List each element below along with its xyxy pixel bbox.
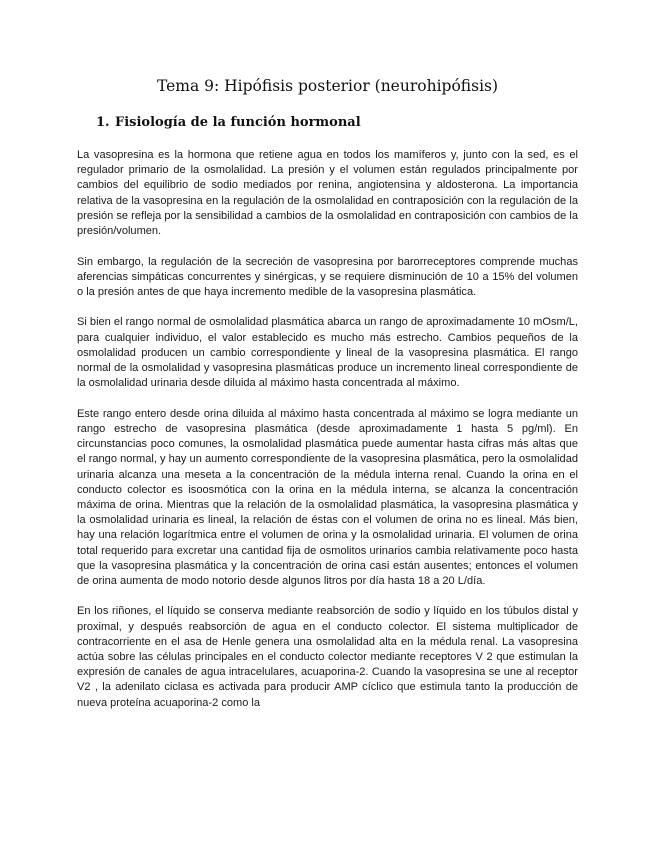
document-title: Tema 9: Hipófisis posterior (neurohipófisis) xyxy=(156,77,499,95)
section-heading xyxy=(96,115,361,130)
paragraph: Este rango entero desde orina diluida al máximo hasta concentrada al máximo se logra mediante un rango estrecho de vasopresina plasmática (desde aproximadamente 1 hasta 5 pg/ml). En circunstancias poco comunes, la osmolalidad plasmática puede aumentar hasta cifras más altas que el rango normal, y hay un aumento correspondiente de la vasopresina plasmática, pero la osmolalidad urinaria alcanza una meseta a la concentración de la médula interna renal. Cuando la orina en el conducto colector es isoosmótica con la orina en la médula interna, se alcanza la concentración máxima de orina. Mientras que la relación de la osmolalidad plasmática, la vasopresina plasmática y la osmolalidad urinaria es lineal, la relación de éstas con el volumen de orina no es lineal. Más bien, hay una relación logarítmica entre el volumen de orina y la osmolalidad urinaria. El volumen de orina total requerido para excretar una cantidad fija de osmolitos urinarios cambia relativamente poco hasta que la vasopresina plasmática y la concentración de orina casi están ausentes; entonces el volumen de orina aumenta de modo notorio desde algunos litros por día hasta 18 a 20 L/día. xyxy=(77,407,578,587)
paragraph: Sin embargo, la regulación de la secreción de vasopresina por barorreceptores comprende muchas aferencias simpáticas concurrentes y sinérgicas, y se requiere disminución de 10 a 15% del volumen o la presión antes de que haya incremento medible de la vasopresina plasmática. xyxy=(77,255,578,298)
section-number: 1. xyxy=(96,115,110,130)
body-text xyxy=(77,148,578,726)
section-heading-text: Fisiología de la función hormonal xyxy=(115,115,361,130)
paragraph: En los riñones, el líquido se conserva mediante reabsorción de sodio y líquido en los túbulos distal y proximal, y después reabsorción de agua en el conducto colector. El sistema multiplicador de contracorriente en el asa de Henle genera una osmolalidad alta en la médula renal. La vasopresina actúa sobre las células principales en el conducto colector mediante receptores V 2 que estimulan la expresión de canales de agua intracelulares, acuaporina-2. Cuando la vasopresina se une al receptor V2 , la adenilato ciclasa es activada para producir AMP cíclico que estimula tanto la producción de nueva proteína acuaporina-2 como la xyxy=(77,605,578,709)
paragraph: La vasopresina es la hormona que retiene agua en todos los mamíferos y, junto con la sed, es el regulador primario de la osmolalidad. La presión y el volumen están regulados principalmente por cambios del equilibrio de sodio mediados por renina, angiotensina y aldosterona. La importancia relativa de la vasopresina en la regulación de la osmolalidad en contraposición con la regulación de la presión se refleja por la sensibilidad a cambios de la osmolalidad en contraposición con cambios de la presión/volumen. xyxy=(77,149,578,238)
paragraph: Si bien el rango normal de osmolalidad plasmática abarca un rango de aproximadamente 10 mOsm/L, para cualquier individuo, el valor establecido es mucho más estrecho. Cambios pequeños de la osmolalidad producen un cambio correspondiente y lineal de la vasopresina plasmática. El rango normal de la osmolalidad y vasopresina plasmáticas produce un incremento lineal correspondiente de la osmolalidad urinaria desde diluida al máximo hasta concentrada al máximo. xyxy=(77,316,578,390)
